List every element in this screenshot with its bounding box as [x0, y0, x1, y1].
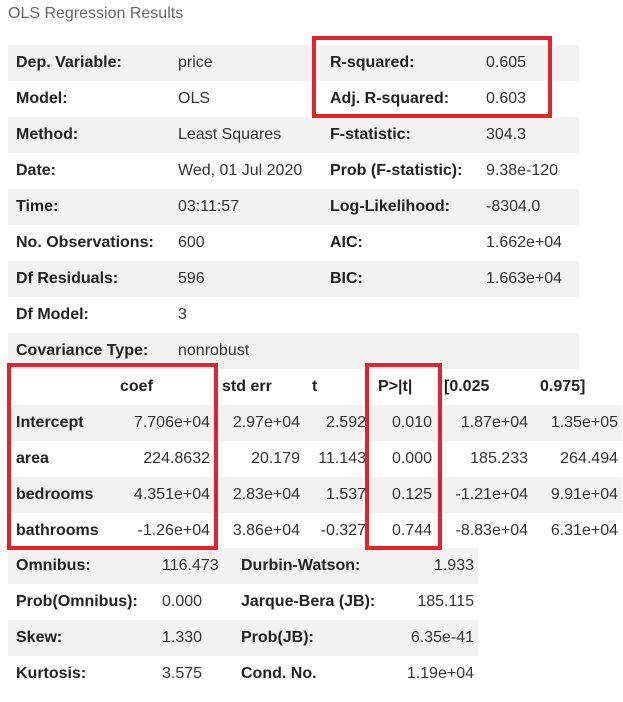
diagnostics-value: 1.330 — [154, 620, 233, 656]
summary-value: nonrobust — [170, 333, 322, 369]
coef-column-header: [0.025 — [436, 369, 532, 405]
diagnostics-stat-label: Durbin-Watson: — [233, 548, 388, 584]
coef-variable-name: Intercept — [8, 405, 112, 441]
coef-cell: -8.83e+04 — [436, 513, 532, 549]
summary-stat-label: Prob (F-statistic): — [322, 153, 478, 189]
table-caption: OLS Regression Results — [8, 5, 184, 22]
summary-label: Time: — [8, 189, 170, 225]
coef-cell: 2.592 — [304, 405, 370, 441]
summary-stat-value: 1.662e+04 — [478, 225, 579, 261]
summary-label: Df Model: — [8, 297, 170, 333]
diagnostics-row — [8, 620, 478, 656]
summary-label: Df Residuals: — [8, 261, 170, 297]
diagnostics-row — [8, 548, 478, 584]
coef-cell: -1.26e+04 — [112, 513, 214, 549]
summary-row — [8, 81, 579, 117]
summary-stat-label — [322, 333, 478, 369]
summary-value: Least Squares — [170, 117, 322, 153]
coef-variable-name: bedrooms — [8, 477, 112, 513]
coef-cell: 1.87e+04 — [436, 405, 532, 441]
diagnostics-stat-value: 6.35e-41 — [388, 620, 478, 656]
summary-value: OLS — [170, 81, 322, 117]
coef-cell: 9.91e+04 — [532, 477, 622, 513]
summary-label: Model: — [8, 81, 170, 117]
coef-row — [8, 477, 622, 513]
coef-column-header — [8, 369, 112, 405]
coef-header-row — [8, 369, 622, 405]
summary-row — [8, 333, 579, 369]
summary-row — [8, 261, 579, 297]
summary-stat-value: 9.38e-120 — [478, 153, 579, 189]
summary-stat-label — [322, 297, 478, 333]
coefficients-table — [8, 369, 622, 549]
model-summary-table — [8, 45, 579, 369]
summary-label: Dep. Variable: — [8, 45, 170, 81]
summary-label: Covariance Type: — [8, 333, 170, 369]
summary-stat-label: BIC: — [322, 261, 478, 297]
coef-cell: 11.143 — [304, 441, 370, 477]
summary-stat-value: 0.605 — [478, 45, 579, 81]
summary-row — [8, 117, 579, 153]
coef-variable-name: bathrooms — [8, 513, 112, 549]
coef-cell: 6.31e+04 — [532, 513, 622, 549]
summary-value: 596 — [170, 261, 322, 297]
summary-row — [8, 189, 579, 225]
diagnostics-stat-label: Jarque-Bera (JB): — [233, 584, 388, 620]
summary-stat-label: Log-Likelihood: — [322, 189, 478, 225]
coef-cell: -0.327 — [304, 513, 370, 549]
diagnostics-value: 116.473 — [154, 548, 233, 584]
coef-variable-name: area — [8, 441, 112, 477]
diagnostics-label: Kurtosis: — [8, 656, 154, 692]
coef-cell: 264.494 — [532, 441, 622, 477]
summary-stat-value: 0.603 — [478, 81, 579, 117]
summary-label: No. Observations: — [8, 225, 170, 261]
summary-stat-value: 304.3 — [478, 117, 579, 153]
coef-row — [8, 405, 622, 441]
summary-row — [8, 297, 579, 333]
coef-cell: 1.35e+05 — [532, 405, 622, 441]
coef-cell: 4.351e+04 — [112, 477, 214, 513]
coef-cell: 20.179 — [214, 441, 304, 477]
coef-cell: 3.86e+04 — [214, 513, 304, 549]
diagnostics-row — [8, 656, 478, 692]
coef-cell: 1.537 — [304, 477, 370, 513]
summary-value: 600 — [170, 225, 322, 261]
coef-cell: 0.010 — [370, 405, 436, 441]
coef-cell: 0.000 — [370, 441, 436, 477]
diagnostics-stat-label: Prob(JB): — [233, 620, 388, 656]
diagnostics-value: 3.575 — [154, 656, 233, 692]
summary-row — [8, 45, 579, 81]
diagnostics-row — [8, 584, 478, 620]
coef-cell: 0.125 — [370, 477, 436, 513]
summary-value: 3 — [170, 297, 322, 333]
summary-stat-label: F-statistic: — [322, 117, 478, 153]
coef-cell: 7.706e+04 — [112, 405, 214, 441]
summary-stat-value — [478, 297, 579, 333]
coef-column-header: coef — [112, 369, 214, 405]
diagnostics-table — [8, 548, 478, 692]
summary-row — [8, 153, 579, 189]
summary-label: Method: — [8, 117, 170, 153]
coef-column-header: 0.975] — [532, 369, 622, 405]
summary-stat-label: AIC: — [322, 225, 478, 261]
coef-cell: 2.83e+04 — [214, 477, 304, 513]
summary-stat-label: R-squared: — [322, 45, 478, 81]
diagnostics-value: 0.000 — [154, 584, 233, 620]
coef-cell: 0.744 — [370, 513, 436, 549]
summary-stat-label: Adj. R-squared: — [322, 81, 478, 117]
coef-cell: 2.97e+04 — [214, 405, 304, 441]
summary-stat-value: -8304.0 — [478, 189, 579, 225]
summary-stat-value: 1.663e+04 — [478, 261, 579, 297]
coef-column-header: t — [304, 369, 370, 405]
summary-label: Date: — [8, 153, 170, 189]
diagnostics-label: Skew: — [8, 620, 154, 656]
summary-value: price — [170, 45, 322, 81]
coef-row — [8, 441, 622, 477]
diagnostics-label: Prob(Omnibus): — [8, 584, 154, 620]
diagnostics-stat-label: Cond. No. — [233, 656, 388, 692]
summary-value: Wed, 01 Jul 2020 — [170, 153, 322, 189]
coef-cell: -1.21e+04 — [436, 477, 532, 513]
coef-column-header: std err — [214, 369, 304, 405]
coef-cell: 185.233 — [436, 441, 532, 477]
coef-cell: 224.8632 — [112, 441, 214, 477]
diagnostics-stat-value: 1.19e+04 — [388, 656, 478, 692]
diagnostics-label: Omnibus: — [8, 548, 154, 584]
coef-column-header: P>|t| — [370, 369, 436, 405]
summary-stat-value — [478, 333, 579, 369]
diagnostics-stat-value: 1.933 — [388, 548, 478, 584]
summary-value: 03:11:57 — [170, 189, 322, 225]
diagnostics-stat-value: 185.115 — [388, 584, 478, 620]
summary-row — [8, 225, 579, 261]
coef-row — [8, 513, 622, 549]
